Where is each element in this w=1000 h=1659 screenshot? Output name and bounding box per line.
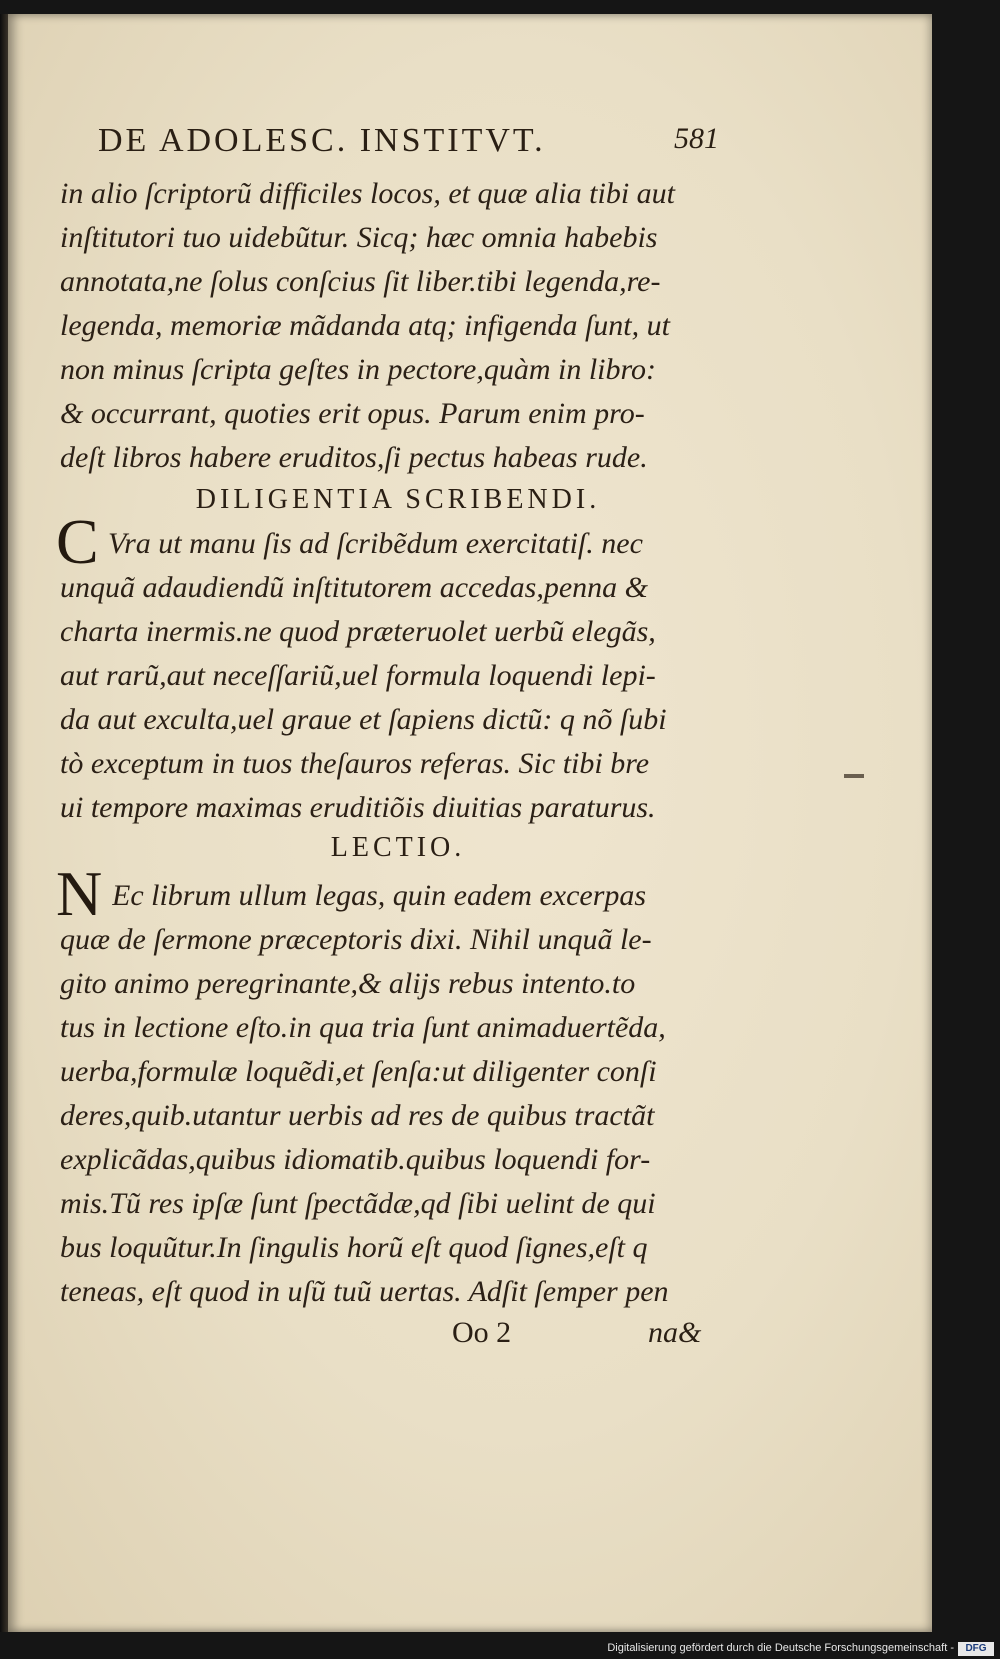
drop-initial-n: N <box>56 858 103 929</box>
text-line: tò exceptum in tuos theſauros referas. Sic tibi bre <box>60 747 650 780</box>
section-heading-lectio: LECTIO. <box>330 832 466 863</box>
folio-number: 581 <box>674 122 719 155</box>
text-line: Vra ut manu ſis ad ſcribẽdum exercitatiſ. nec <box>108 527 643 560</box>
text-line: ui tempore maximas eruditiõis diuitias paraturus. <box>60 791 656 824</box>
running-head: DE ADOLESC. INSTITVT. <box>98 122 546 159</box>
section-heading-scribendi: DILIGENTIA SCRIBENDI. <box>195 484 601 515</box>
text-line: annotata,ne ſolus conſcius ſit liber.tibi legenda,re- <box>60 265 661 298</box>
text-line: in alio ſcriptorũ difficiles locos, et quæ alia tibi aut <box>60 177 675 210</box>
text-line: quæ de ſermone præceptoris dixi. Nihil unquã le- <box>60 923 652 956</box>
dfg-logo: DFG <box>958 1642 994 1656</box>
text-line: teneas, eſt quod in uſũ tuũ uertas. Adſit ſemper pen <box>60 1275 669 1308</box>
text-line: explicãdas,quibus idiomatib.quibus loquendi for- <box>60 1143 651 1176</box>
text-line: mis.Tũ res ipſæ ſunt ſpectãdæ,qd ſibi uelint de qui <box>60 1187 656 1220</box>
digitization-credit-bar <box>0 1640 1000 1659</box>
text-line: Ec librum ullum legas, quin eadem excerpas <box>112 879 647 912</box>
text-line: unquã adaudiendũ inſtitutorem accedas,penna & <box>60 571 648 604</box>
text-line: deſt libros habere eruditos,ſi pectus habeas rude. <box>60 441 648 474</box>
book-page <box>8 14 932 1632</box>
text-line: charta inermis.ne quod præteruolet uerbũ elegãs, <box>60 615 656 648</box>
dfg-credit-text: Digitalisierung gefördert durch die Deutsche Forschungsgemeinschaft - <box>607 1642 954 1654</box>
text-line: gito animo peregrinante,& alijs rebus intento.to <box>60 967 636 1000</box>
signature-mark: Oo 2 <box>452 1316 512 1349</box>
text-line: tus in lectione eſto.in qua tria ſunt animaduertẽda, <box>60 1011 666 1044</box>
text-line: aut rarũ,aut neceſſariũ,uel formula loquendi lepi- <box>60 659 656 692</box>
text-line: uerba,formulæ loquẽdi,et ſenſa:ut diligenter conſi <box>60 1055 657 1088</box>
text-line: inſtitutori tuo uidebũtur. Sicq; hæc omnia habebis <box>60 221 658 254</box>
text-line: legenda, memoriæ mãdanda atq; infigenda ſunt, ut <box>60 309 670 342</box>
drop-initial-c: C <box>56 506 99 577</box>
text-line: bus loquũtur.In ſingulis horũ eſt quod ſignes,eſt q <box>60 1231 648 1264</box>
catchword: na& <box>648 1316 702 1349</box>
text-line: & occurrant, quoties erit opus. Parum enim pro- <box>60 397 645 430</box>
margin-mark <box>844 774 864 778</box>
text-line: non minus ſcripta geſtes in pectore,quàm in libro: <box>60 353 657 386</box>
text-line: da aut exculta,uel graue et ſapiens dictũ: q nõ ſubi <box>60 703 667 736</box>
text-line: deres,quib.utantur uerbis ad res de quibus tractãt <box>60 1099 655 1132</box>
